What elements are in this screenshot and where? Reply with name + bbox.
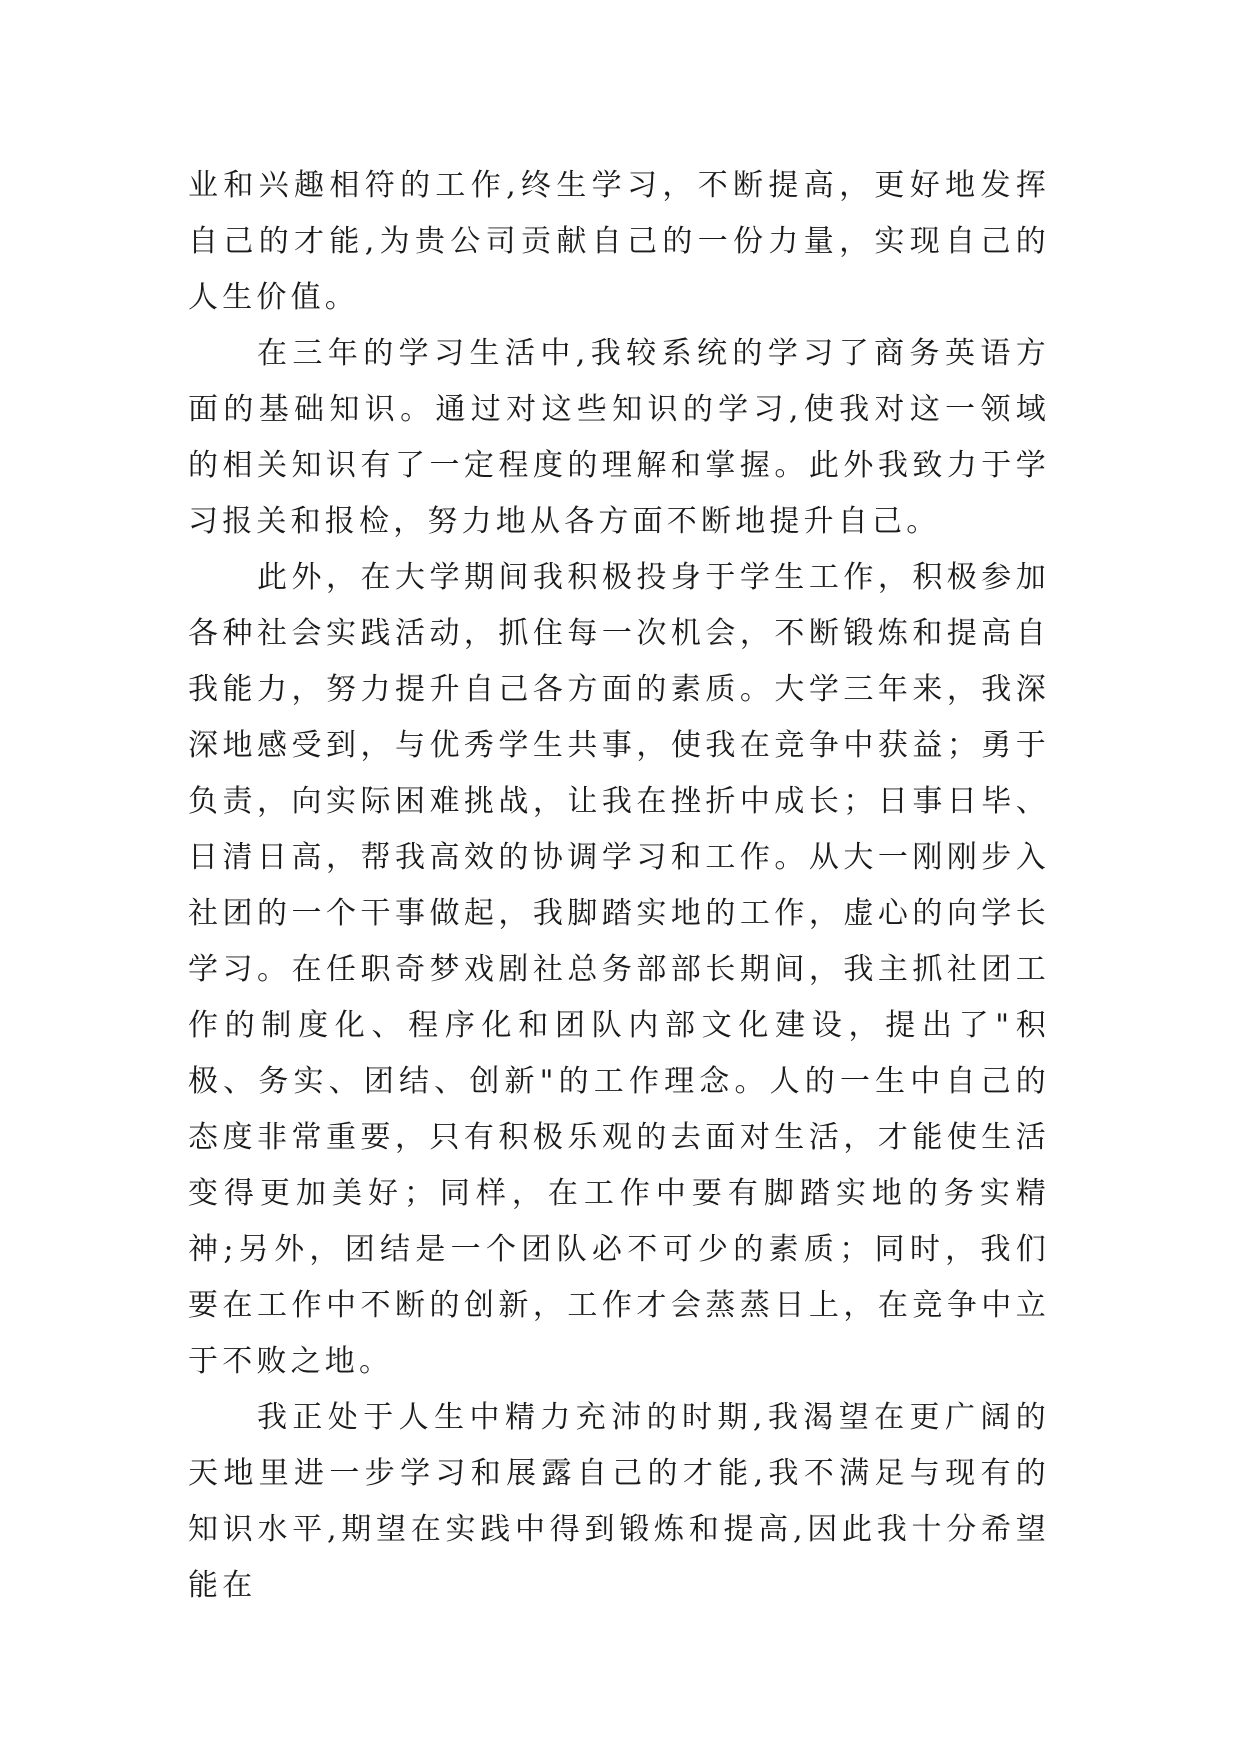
paragraph-aspiration: 我正处于人生中精力充沛的时期,我渴望在更广阔的天地里进一步学习和展露自己的才能,我不满足与现有的知识水平,期望在实践中得到锻炼和提高,因此我十分希望能在 <box>188 1400 1050 1603</box>
paragraph-study-experience: 在三年的学习生活中,我较系统的学习了商务英语方面的基础知识。通过对这些知识的学习,使我对这一领域的相关知识有了一定程度的理解和掌握。此外我致力于学习报关和报检，努力地从各方面不断地提升自己。 <box>188 336 1050 539</box>
paragraph-career-goal: 业和兴趣相符的工作,终生学习，不断提高，更好地发挥自己的才能,为贵公司贡献自己的一份力量，实现自己的人生价值。 <box>188 168 1050 315</box>
document-body <box>188 158 1050 1614</box>
paragraph-student-work: 此外，在大学期间我积极投身于学生工作，积极参加各种社会实践活动，抓住每一次机会，不断锻炼和提高自我能力，努力提升自己各方面的素质。大学三年来，我深深地感受到，与优秀学生共事，使我在竞争中获益；勇于负责，向实际困难挑战，让我在挫折中成长；日事日毕、日清日高，帮我高效的协调学习和工作。从大一刚刚步入社团的一个干事做起，我脚踏实地的工作，虚心的向学长学习。在任职奇梦戏剧社总务部部长期间，我主抓社团工作的制度化、程序化和团队内部文化建设，提出了"积极、务实、团结、创新"的工作理念。人的一生中自己的态度非常重要，只有积极乐观的去面对生活，才能使生活变得更加美好；同样，在工作中要有脚踏实地的务实精神;另外，团结是一个团队必不可少的素质；同时，我们要在工作中不断的创新，工作才会蒸蒸日上，在竞争中立于不败之地。 <box>188 560 1050 1379</box>
